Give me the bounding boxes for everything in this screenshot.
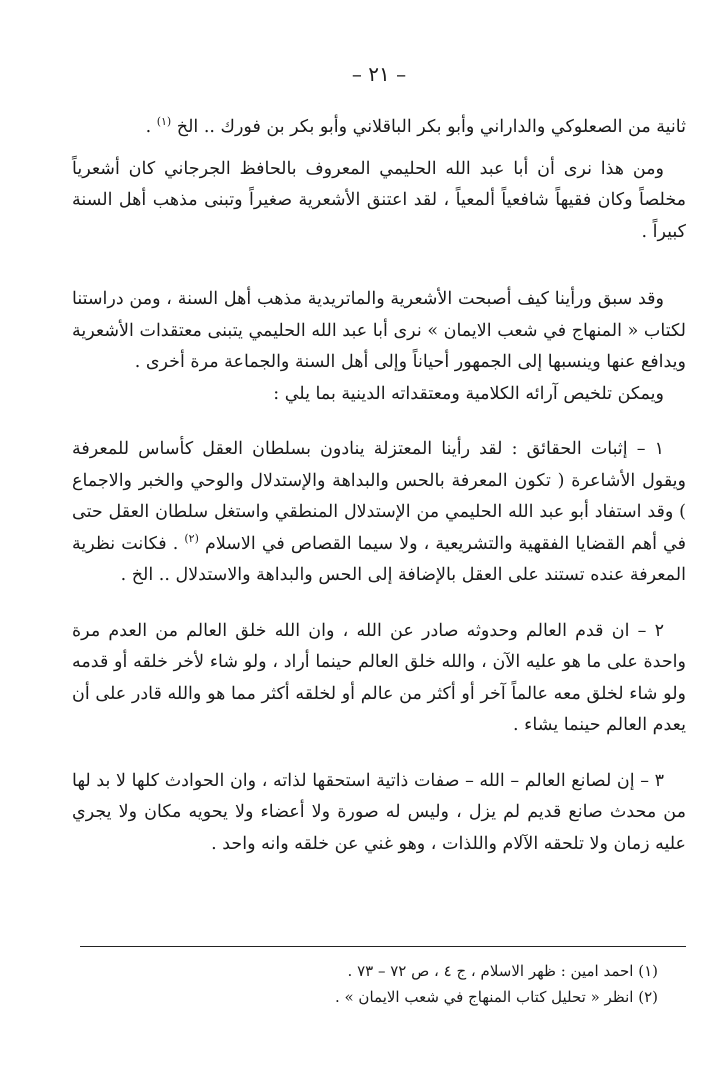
document-page [72, 0, 686, 1073]
spacer [72, 410, 686, 434]
footnote-2: (٢) انظر « تحليل كتاب المنهاج في شعب الايمان » . [334, 988, 658, 1006]
footnote-divider [80, 946, 686, 947]
paragraph-1: ثانية من الصعلوكي والداراني وأبو بكر الباقلاني وأبو بكر بن فورك .. الخ $^{(١)}$ . [145, 115, 686, 137]
spacer [72, 742, 686, 766]
spacer [72, 144, 686, 154]
footnotes [72, 958, 658, 1010]
paragraph-6: ٢ – ان قدم العالم وحدوثه صادر عن الله ، وان الله خلق العالم من العدم مرة واحدة على ما هو عليه الآن ، والله خلق العالم حينما أراد ، ولو شاء لأخر خلقه أو قدمه ولو شاء لخلق معه عالماً آخر أو أكثر من عالم أو لخلقه أكثر مما هو والله قادر على أن يعدم العالم حينما يشاء . [72, 620, 686, 735]
body-text [72, 112, 686, 860]
paragraph-4: ويمكن تلخيص آرائه الكلامية ومعتقداته الدينية بما يلي : [273, 383, 664, 404]
page-number: – ٢١ – [351, 62, 407, 86]
paragraph-7: ٣ – إن لصانع العالم – الله – صفات ذاتية استحقها لذاته ، وان الحوادث كلها لا بد لها من محدث صانع قديم لم يزل ، وليس له صورة ولا أعضاء ولا يحويه مكان ولا يجري عليه زمان ولا تلحقه الآلام واللذات ، وهو غني عن خلقه وانه واحد . [72, 770, 686, 854]
paragraph-5 [72, 434, 686, 592]
paragraph-2: ومن هذا نرى أن أبا عبد الله الحليمي المعروف بالحافظ الجرجاني كان أشعرياً مخلصاً وكان فقيهاً شافعياً ألمعياً ، لقد اعتنق الأشعرية صغيراً وتبنى مذهب أهل السنة كبيراً . [72, 158, 686, 242]
paragraph-1-text: ثانية من الصعلوكي والداراني وأبو بكر الباقلاني وأبو بكر بن فورك .. الخ [176, 117, 686, 137]
paragraph-3: وقد سبق ورأينا كيف أصبحت الأشعرية والماتريدية مذهب أهل السنة ، ومن دراستنا لكتاب « المنهاج في شعب الايمان » نرى أبا عبد الله الحليمي يتبنى معتقدات الأشعرية ويدافع عنها وينسبها إلى الجمهور أحياناً وإلى أهل السنة والجماعة مرة أخرى . [72, 289, 686, 372]
spacer [72, 248, 686, 284]
spacer [72, 592, 686, 616]
paragraph-5-text-a: ١ – إثبات الحقائق : لقد رأينا المعتزلة ينادون بسلطان العقل كأساس للمعرفة ويقول الأشاعرة ( تكون المعرفة بالحس والبداهة والإستدلال والوحي والخبر والاجماع ) وقد استفاد أبو عبد الله الحليمي من الإستدلال المنطقي واستغل سلطان العقل حتى في أهم القضايا الفقهية والتشريعية ، ولا سيما القصاص في الاسلام [72, 439, 686, 554]
footnote-ref-1: (١) [156, 115, 172, 129]
paragraph-5-text-b: . فكانت نظرية المعرفة عنده تستند على العقل بالإضافة إلى الحس والبداهة والاستدلال .. الخ . [72, 533, 686, 585]
footnote-1: (١) احمد امين : ظهر الاسلام ، ج ٤ ، ص ٧٢ – ٧٣ . [347, 962, 658, 980]
footnote-ref-2: (٢) [184, 531, 199, 545]
